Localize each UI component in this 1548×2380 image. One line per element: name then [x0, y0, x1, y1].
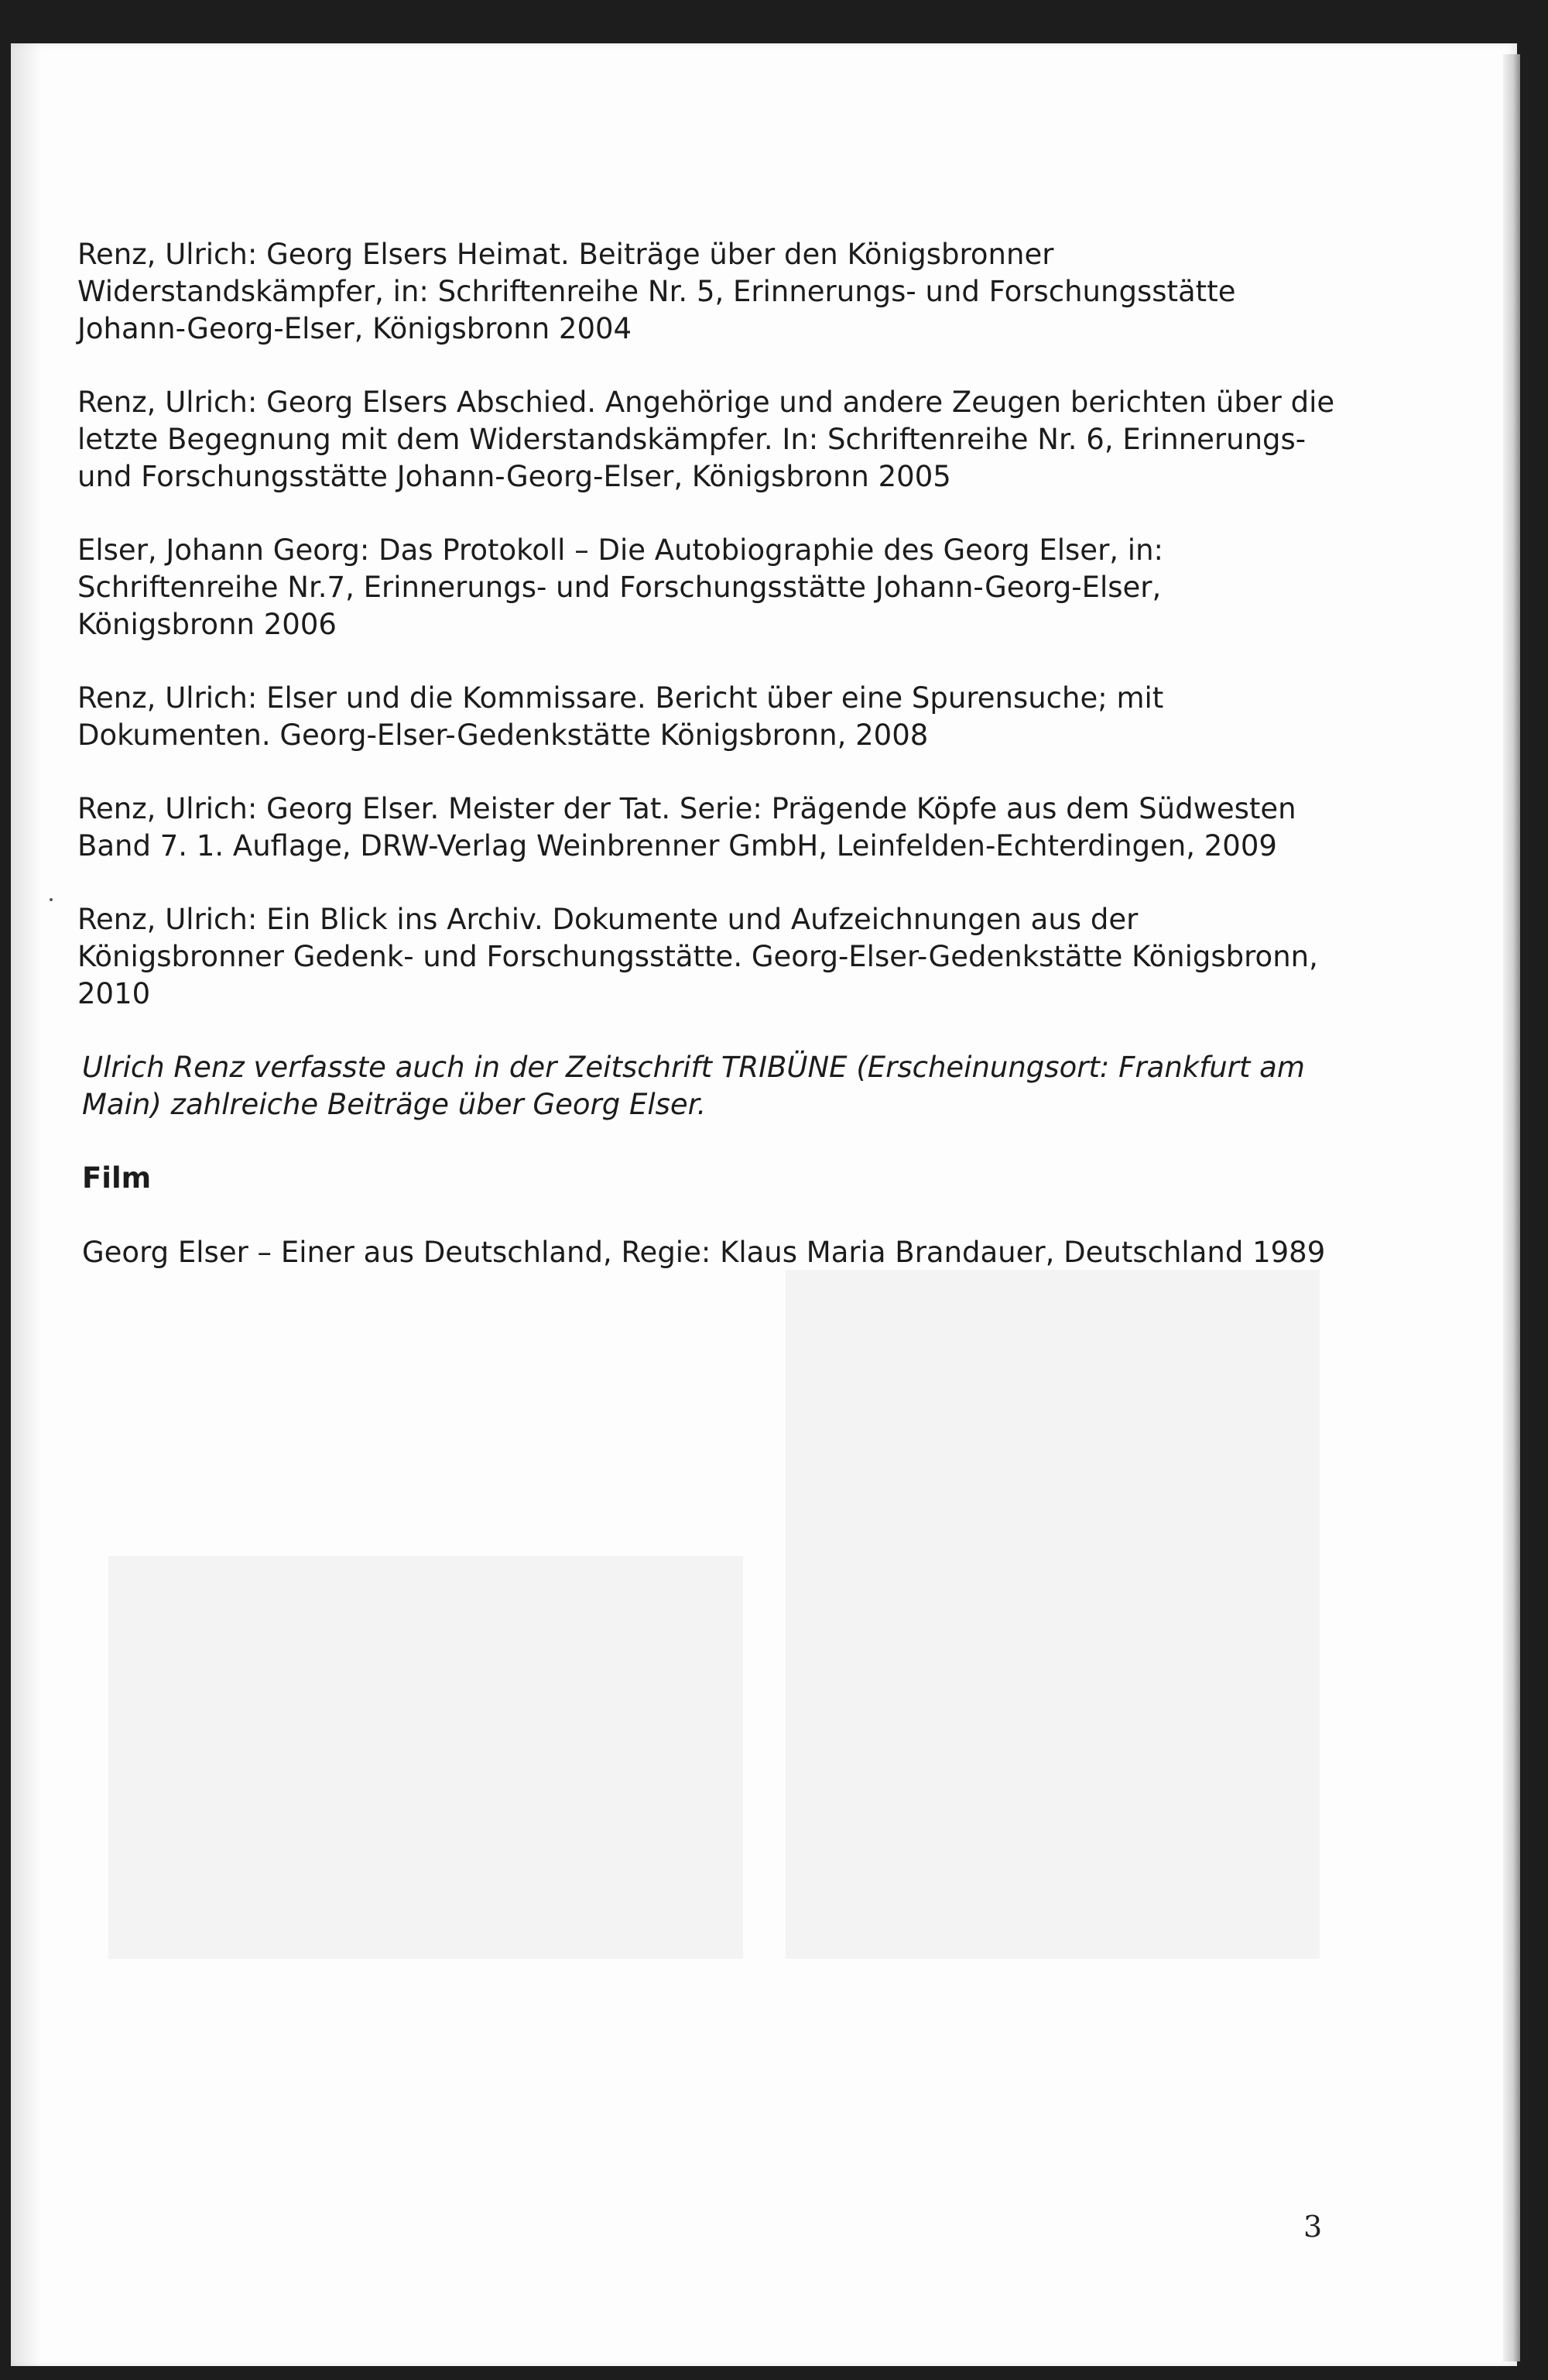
- page-content: [77, 236, 1347, 1271]
- page-spine-shadow: [11, 43, 42, 2366]
- tribune-note: Ulrich Renz verfasste auch in der Zeitschrift TRIBÜNE (Erscheinungsort: Frankfurt am Main) zahlreiche Beiträge über Georg Elser.: [82, 1051, 1305, 1121]
- page-number: 3: [1303, 2210, 1323, 2244]
- scan-speck: [50, 898, 53, 901]
- bibliography-entry: Renz, Ulrich: Georg Elsers Heimat. Beiträge über den Königsbronner Widerstandskämpfer, in: Schriftenreihe Nr. 5, Erinnerungs- und Forschungsstätte Johann-Georg-Elser, Königsbronn 2004: [77, 238, 1236, 345]
- bibliography-entry: Renz, Ulrich: Ein Blick ins Archiv. Dokumente und Aufzeichnungen aus der Königsbronner Gedenk- und Forschungsstätte. Georg-Elser-Gedenkstätte Königsbronn, 2010: [77, 903, 1318, 1010]
- film-entry: Georg Elser – Einer aus Deutschland, Regie: Klaus Maria Brandauer, Deutschland 1989: [82, 1236, 1326, 1269]
- show-through-image-right: [786, 1270, 1320, 1959]
- page-edge: [1503, 54, 1520, 2361]
- bibliography-entry: Renz, Ulrich: Georg Elsers Abschied. Angehörige und andere Zeugen berichten über die letzte Begegnung mit dem Widerstandskämpfer. In: Schriftenreihe Nr. 6, Erinnerungs- und Forschungsstätte Johann-Georg-Elser, Königsbronn 2005: [77, 386, 1335, 493]
- bibliography-entry: Elser, Johann Georg: Das Protokoll – Die Autobiographie des Georg Elser, in: Schriftenreihe Nr.7, Erinnerungs- und Forschungsstätte Johann-Georg-Elser, Königsbronn 2006: [77, 533, 1164, 641]
- bibliography-entry: Renz, Ulrich: Georg Elser. Meister der Tat. Serie: Prägende Köpfe aus dem Südwesten Band 7. 1. Auflage, DRW-Verlag Weinbrenner GmbH, Leinfelden-Echterdingen, 2009: [77, 792, 1296, 862]
- show-through-image-left: [108, 1556, 743, 1959]
- film-heading: Film: [82, 1161, 152, 1195]
- bibliography-entry: Renz, Ulrich: Elser und die Kommissare. Bericht über eine Spurensuche; mit Dokumenten. Georg-Elser-Gedenkstätte Königsbronn, 2008: [77, 681, 1164, 752]
